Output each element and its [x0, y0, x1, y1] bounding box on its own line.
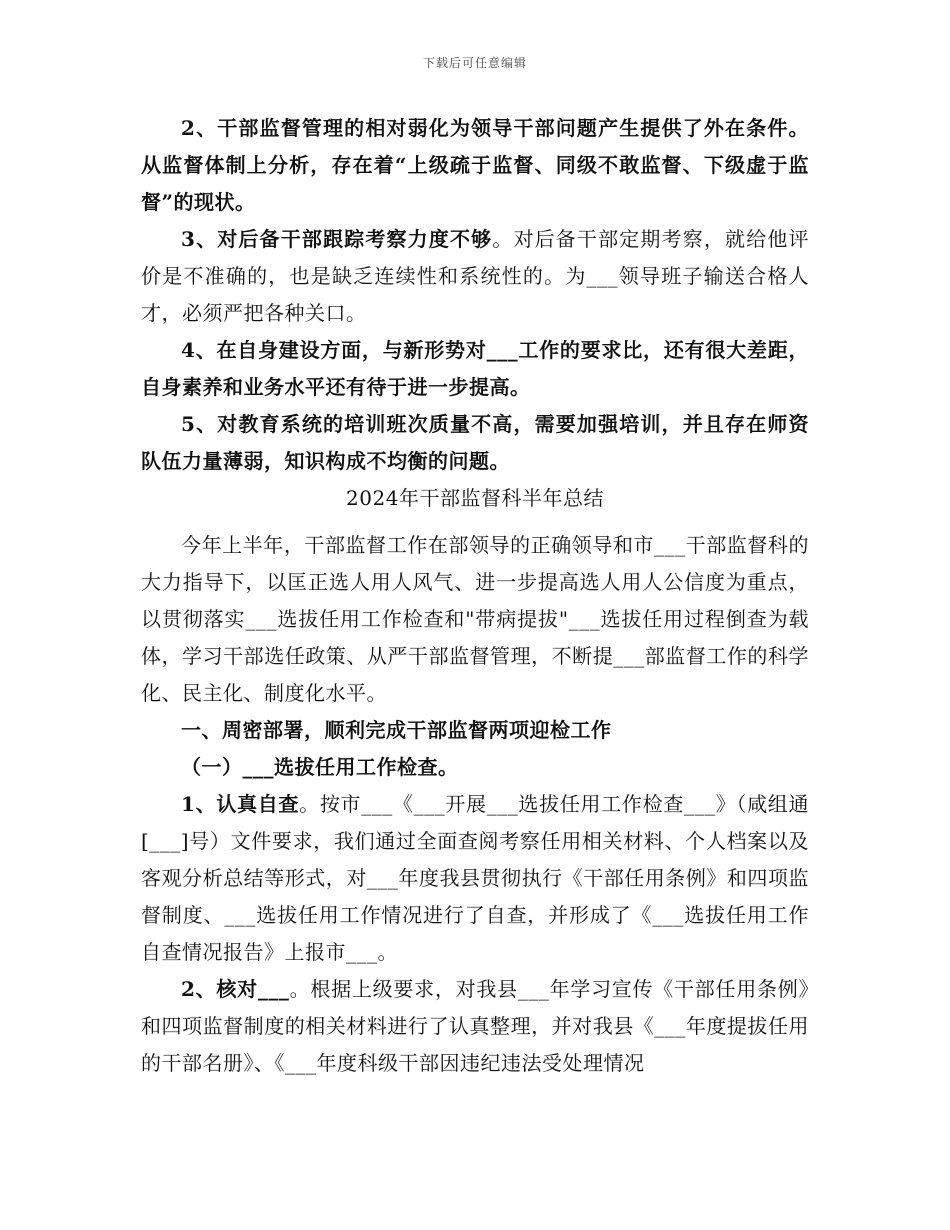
section-heading-1: 一、周密部署，顺利完成干部监督两项迎检工作	[181, 718, 612, 742]
paragraph-verify-body: 。根据上级要求，对我县___年学习宣传《干部任用条例》和四项监督制度的相关材料进行了认真整理，并对我县《___年度提拔任用的干部名册》、《___年度科级干部因违纪违法受处理情况	[141, 977, 810, 1075]
paragraph-item-3	[141, 221, 809, 332]
paragraph-verify-lead: 2、核对___	[181, 977, 290, 1001]
document-title: 2024年干部监督科半年总结	[346, 486, 604, 510]
paragraph-item-3-body: 。对后备干部定期考察，就给他评价是不准确的，也是缺乏连续性和系统性的。为___领导班子输送合格人才，必须严把各种关口。	[141, 227, 810, 325]
paragraph-self-check-body: 。按市___《___开展___选拔任用工作检查___》（咸组通[___]号）文件要求，我们通过全面查阅考察任用相关材料、个人档案以及客观分析总结等形式，对___年度我县贯彻执行《干部任用条例》和四项监督制度、___选拔任用工作情况进行了自查，并形成了《___选拔任用工作自查情况报告》上报市___。	[141, 792, 810, 964]
intro-paragraph: 今年上半年，干部监督工作在部领导的正确领导和市___干部监督科的大力指导下，以匡正选人用人风气、进一步提高选人用人公信度为重点，以贯彻落实___选拔任用工作检查和"带病提拔"___选拔任用过程倒查为载体，学习干部选任政策、从严干部监督管理，不断提___部监督工作的科学化、民主化、制度化水平。	[141, 533, 809, 705]
paragraph-verify	[141, 971, 809, 1082]
document-body	[141, 110, 809, 1082]
page-header: 下载后可任意编辑	[422, 56, 527, 70]
paragraph-self-check-lead: 1、认真自查	[181, 792, 300, 816]
paragraph-item-3-lead: 3、对后备干部跟踪考察力度不够	[181, 227, 493, 251]
subsection-heading-1: （一）___选拔任用工作检查。	[181, 755, 459, 779]
paragraph-item-5: 5、对教育系统的培训班次质量不高，需要加强培训，并且存在师资队伍力量薄弱，知识构成不均衡的问题。	[141, 412, 809, 473]
paragraph-item-2: 2、干部监督管理的相对弱化为领导干部问题产生提供了外在条件。从监督体制上分析，存在着“上级疏于监督、同级不敢监督、下级虚于监督”的现状。	[141, 116, 809, 214]
paragraph-self-check	[141, 786, 809, 971]
paragraph-item-4: 4、在自身建设方面，与新形势对___工作的要求比，还有很大差距，自身素养和业务水平还有待于进一步提高。	[141, 338, 809, 399]
